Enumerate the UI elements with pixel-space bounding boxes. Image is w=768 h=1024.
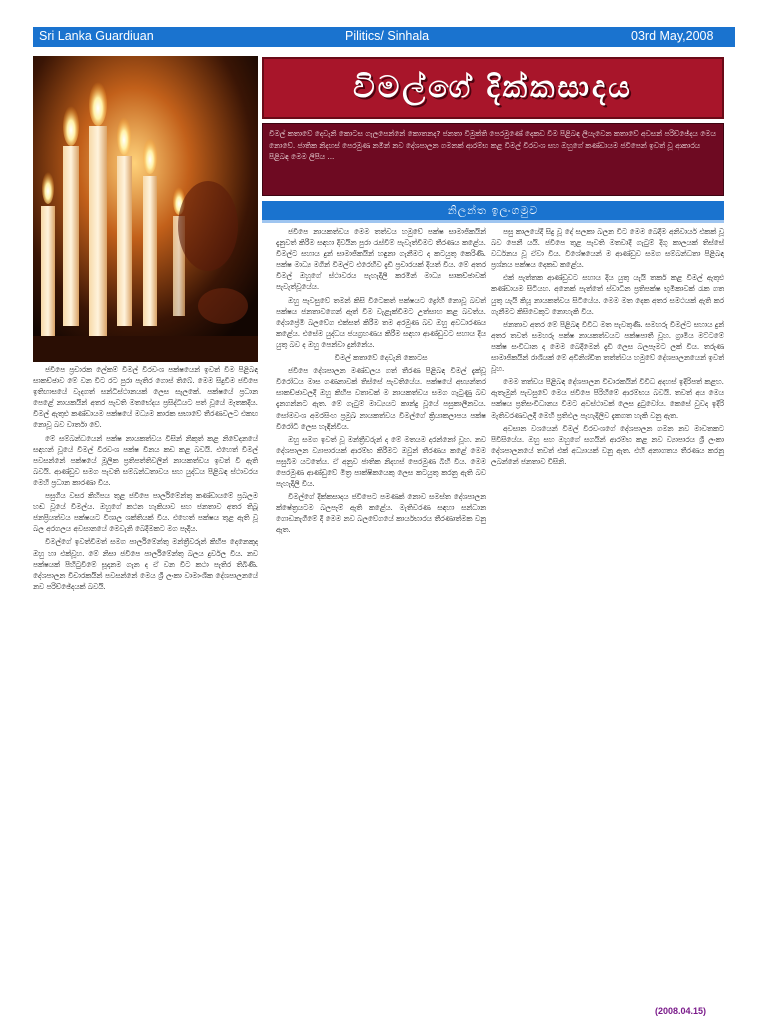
lead-paragraph: විමල් කතාවේ දෙවැනි කොටස ගැලපෙන්නේ කොතනද? ජනතා විමුක්ති පෙරමුණේ දෙකඩ වීම පිළිබඳ ලියැවෙන කතාවේ අවසන් පරිච්ඡේදය මෙය නොවේ. ජාතික නිදහස් පෙරමුණ නමින් නව දේශපාලන ගමනක් ආරම්භ කළ විමල් වීරවංශ සහ ඔහුගේ කණ්ඩායම ජවිපෙන් ඉවත් වූ ආකාරය පිළිබඳ මෙම ලිපිය ... <box>262 123 724 196</box>
article-column-1 <box>33 364 258 1024</box>
paragraph: පසු කාලයේදී සිදු වූ දේ සලකා බලන විට මෙම බෙදීම අනිවාර්ය එකක් වූ බව පෙනී යයි. ජවිපෙ තුළ පැවති මතවාදී ගැටුම් දිගු කාලයක් තිස්සේ වර්ධනය වූ ඒවා විය. විශේෂයෙන් ම ආණ්ඩුව සමග සම්බන්ධතා පිළිබඳ ප්‍රශ්නය පක්ෂය දෙකඩ කළේය. <box>491 227 724 270</box>
paragraph: විමල්ගේ දික්කසාදය ජවිපෙට පමණක් නොව සමස්ත දේශපාලන ක්ෂේත්‍රයටම බලපෑම් ඇති කළේය. මැතිවරණ සඳහා සන්ධාන ගොඩනැගීමේ දී මෙම නව බලවේගයේ කාර්යභාරය තීරණාත්මක වනු ඇත. <box>276 492 486 535</box>
paragraph: ඔහු සමග ඉවත් වූ මන්ත්‍රීවරුන් ද මේ මතයම දරන්නෝ වූහ. නව දේශපාලන ව්‍යාපාරයක් ආරම්භ කිරීමට ඔවුන් තීරණය කළේ මෙම පසුබිම යටතේය. ඒ අනුව ජාතික නිදහස් පෙරමුණ බිහි විය. මෙම පෙරමුණ ආණ්ඩුවේ මිත්‍ර පාක්ෂිකයෙකු ලෙස කටයුතු කරනු ඇති බව පැහැදිලි විය. <box>276 434 486 489</box>
paragraph: මෙම තත්වය පිළිබඳ දේශපාලන විචාරකයින් විවිධ අදහස් ඉදිරිපත් කළහ. ඇතැමුන් පැවසුවේ මෙය ජවිපෙ පිරිහීමේ ආරම්භය බවයි. තවත් අය මෙය පක්ෂය ප්‍රතිසංවිධානය වීමට අවස්ථාවක් ලෙස දුටුවෝය. කෙසේ වුවද ඉදිරි මැතිවරණවලදී මෙහි ප්‍රතිඵල පැහැදිලිව දැකගත හැකි වනු ඇත. <box>491 377 724 420</box>
paragraph: එක් පැත්තක ආණ්ඩුවට සහාය දිය යුතු යැයි තර්ක කළ විමල් ඇතුළු කණ්ඩායම සිටියහ. අනෙක් පැත්තේ ස්වාධීන ප්‍රතිපක්ෂ භූමිකාවක් රැක ගත යුතු යැයි කියූ නායකත්වය සිටියේය. මෙම මත දෙක අතර සමථයක් ඇති කර ගැනීමට කිසිවෙකුට නොහැකි විය. <box>491 273 724 316</box>
article-date: (2008.04.15) <box>655 1006 707 1016</box>
paragraph: ජනතාව අතර මේ පිළිබඳ විවිධ මත පැවතුණි. සමහරු විමල්ට සහාය දුන් අතර තවත් සමහරු පක්ෂ නායකත්වයට පක්ෂපාතී වූහ. ග්‍රාමීය මට්ටමේ පක්ෂ සංවිධාන ද මෙම බෙදීමෙන් දැඩි ලෙස බලපෑමට ලක් විය. තරුණ සාමාජිකයින් රාශියක් මේ අවිනිශ්චිත තත්ත්වය හමුවේ දේශපාලනයෙන් ඉවත් වූහ. <box>491 319 724 374</box>
paragraph: ජවිපෙ දේශපාලන මණ්ඩලය ගත් තීරණ පිළිබඳ විමල් දැක්වූ විරෝධය මාස ගණනාවක් තිස්සේ පැවතියේය. පක්ෂයේ අභ්‍යන්තර සාකච්ඡාවලදී ඔහු කිහිප වතාවක් ම නායකත්වය සමග ගැටුණු බව දැනගන්නට ඇත. මේ ගැටුම් මාධ්‍යයට කාන්දු වූයේ පසුකාලීනවය. සෝමවංශ අමරසිංහ ප්‍රමුඛ නායකත්වය විමල්ගේ ක්‍රියාකලාපය පක්ෂ විරෝධී ලෙස හැඳින්වීය. <box>276 366 486 431</box>
paragraph: ඔහු පැවසුවේ තමන් කිසි විටෙකත් පක්ෂයට ද්‍රෝහී නොවූ බවත් පක්ෂය ජනතාවගෙන් ඈත් වීම වැළැක්වීමට උත්සාහ කළ බවත්ය. දේශප්‍රේමී බලවේග එක්සත් කිරීම තම අරමුණ බව ඔහු අවධාරණය කළේය. එසේම යුද්ධය ජයග්‍රහණය කිරීම සඳහා ආණ්ඩුවට සහාය දිය යුතු බව ද ඔහු පෙන්වා දුන්නේය. <box>276 295 486 349</box>
headline: විමල්ගේ දික්කසාදය <box>262 57 724 119</box>
paragraph: විමල්ගේ ඉවත්වීමත් සමග පාර්ලිමේන්තු මන්ත්‍රීවරුන් කිහිප දෙනෙකුද ඔහු හා එක්වූහ. මේ නිසා ජවිපෙ පාර්ලිමේන්තු බලය දුර්වල විය. නව පක්ෂයක් පිහිටුවීමේ සූදානම ගැන ද ඒ වන විට කථා පැතිර තිබිණි. දේශපාලන විචාරකයින් පවසන්නේ මෙය ශ්‍රී ලංකා වාමාංශික දේශපාලනයේ නව පරිච්ඡේදයක් බවයි. <box>33 537 258 591</box>
section-name: Pilitics/ Sinhala <box>345 29 430 43</box>
issue-date: 03rd May,2008 <box>631 29 714 43</box>
article-column-2 <box>276 226 486 1024</box>
subheading: විමල් කතාවේ දෙවැනි කොටස <box>334 353 428 363</box>
article-column-3 <box>491 226 724 1024</box>
paragraph: ජවිපෙ ප්‍රචාරක ලේකම් විමල් වීරවංශ පක්ෂයෙන් ඉවත් වීම පිළිබඳ සාකච්ඡාව මේ වන විට රට පුරා පැතිර ගොස් තිබේ. මෙම සිදුවීම ජවිපෙ ඉතිහාසයේ වැදගත් සන්ධිස්ථානයක් ලෙස සැලකේ. පක්ෂයේ ප්‍රධාන පෙළේ නායකයින් අතර පැවති මතභේදය ප්‍රසිද්ධියට පත් වූයේ මෑතකදීය. විමල් ඇතුළු කණ්ඩායම පක්ෂයේ මධ්‍යම කාරක සභාවේ තීරණවලට එකඟ නොවූ බව වාර්තා වේ. <box>33 365 258 430</box>
paragraph: ජවිපෙ නායකත්වය මෙම තත්වය හමුවේ පක්ෂ සාමාජිකයින් දැනුවත් කිරීම සඳහා දිවයින පුරා රැස්වීම් පැවැත්වීමට තීරණය කළේය. විමල්ට සහාය දුන් සාමාජිකයින් හඳුනා ගැනීමට ද කටයුතු කෙරිණි. පක්ෂ මාධ්‍ය මගින් විමල්ට එරෙහිව දැඩි ප්‍රචාරයක් දියත් විය. මේ අතර විමල් ඔහුගේ ස්ථාවරය පැහැදිලි කරමින් මාධ්‍ය සාකච්ඡාවක් පැවැත්වූයේය. <box>276 227 486 292</box>
paragraph: මේ සම්බන්ධයෙන් පක්ෂ නායකත්වය විසින් නිකුත් කළ නිවේදනයේ සඳහන් වූයේ විමල් වීරවංශ පක්ෂ විනය කඩ කළ බවයි. එහෙත් විමල් පවසන්නේ පක්ෂයේ මූලික ප්‍රතිපත්තිවලින් නායකත්වය ඉවත් වී ඇති බවයි. ආණ්ඩුව සමග පැවති සම්බන්ධතාවය සහ යුද්ධය පිළිබඳ ස්ථාවරය මෙහි ප්‍රධාන කාරණා විය. <box>33 433 258 487</box>
header-bar <box>33 27 735 47</box>
candles-photo <box>33 56 258 362</box>
candles-illustration <box>33 56 258 362</box>
publication-name: Sri Lanka Guardiuan <box>39 29 154 43</box>
author-byline: නිලන්ත ඉලංගමුව <box>262 201 724 223</box>
paragraph: අවසාන වශයෙන් විමල් වීරවංශගේ දේශපාලන ගමන නව මාවතකට පිවිසියේය. ඔහු සහ ඔහුගේ සගයින් ආරම්භ කළ නව ව්‍යාපාරය ශ්‍රී ලංකා දේශපාලනයේ තවත් එක් අධ්‍යායක් වනු ඇත. එහි අනාගතය තීරණය කරනු ලබන්නේ ජනතාව විසිනි. <box>491 423 724 466</box>
paragraph: පසුගිය වසර කිහිපය තුළ ජවිපෙ පාර්ලිමේන්තු කණ්ඩායමේ ප්‍රබලම හඬ වූයේ විමල්ය. ඔහුගේ කථන හැකියාව සහ ජනතාව අතර තිබූ ජනප්‍රියත්වය පක්ෂයට විශාල ශක්තියක් විය. එහෙත් පක්ෂය තුළ ඇති වූ බල අරගලය අවසානයේ මෙවැනි බෙදීමකට මග පෑදීය. <box>33 491 258 534</box>
